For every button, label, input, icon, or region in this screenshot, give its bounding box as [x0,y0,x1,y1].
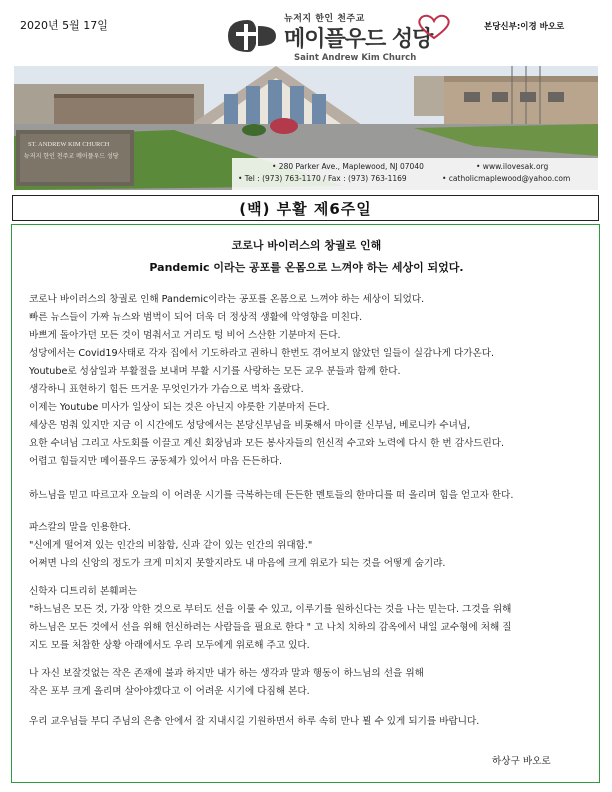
paragraph-line: 이제는 Youtube 미사가 일상이 되는 것은 아닌지 야릇한 기분마저 든다. [29,402,330,413]
sign-title: ST. ANDREW KIM CHURCH [28,141,110,148]
paragraph-line: 지도 모를 처참한 상황 아래에서도 우리 모두에게 위로해 주고 있다. [29,640,310,651]
paragraph-line: 신학자 디트리히 본훼퍼는 [29,586,138,597]
paragraph-line: "하느님은 모든 것, 가장 악한 것으로 부터도 선을 이룰 수 있고, 이루기를 원하신다는 것을 나는 믿는다. 그것을 위해 [29,604,512,615]
paragraph-line: 코로나 바이러스의 창궐로 인해 Pandemic이라는 공포를 온몸으로 느껴야 하는 세상이 되었다. [29,294,425,305]
address-text: • 280 Parker Ave., Maplewood, NJ 07040 [272,162,424,171]
paragraph-line: "신에게 떨어져 있는 인간의 비참함, 신과 같이 있는 인간의 위대함." [29,540,313,551]
paragraph-line: 어렵고 힘들지만 메이플우드 공동체가 있어서 마음 든든하다. [29,456,283,467]
sign-subtitle: 뉴저지 한인 천주교 메이플우드 성당 [24,153,119,160]
sunday-title: (백) 부활 제6주일 [239,199,372,218]
newsletter-date: 2020년 5월 17일 [20,19,108,32]
contact-info [232,158,598,190]
article-heading-line1: 코로나 바이러스의 창궐로 인해 [231,239,382,252]
church-cross-icon [224,16,280,56]
paragraph-line: 작은 포부 크게 올리며 살아야겠다고 이 어려운 시기에 다짐해 본다. [29,686,310,697]
paragraph-line: 바쁘게 돌아가던 모든 것이 멈춰서고 거리도 텅 비어 스산한 기분마저 든다. [29,330,341,341]
paragraph-line: Youtube로 성삼일과 부활절을 보내며 부활 시기를 사랑하는 모든 교우 분들과 함께 한다. [29,366,401,377]
email-link[interactable]: • catholicmaplewood@yahoo.com [442,174,571,183]
paragraph-line: 세상은 멈춰 있지만 지금 이 시간에도 성당에서는 본당신부님을 비롯해서 마이클 신부님, 베로니카 수녀님, [29,420,471,431]
paragraph-line: 하느님은 모든 것에서 선을 위해 헌신하려는 사람들을 필요로 한다 " 고 나치 치하의 감옥에서 내일 교수형에 처해 질 [29,622,512,633]
phone-fax-text: • Tel : (973) 763-1170 / Fax : (973) 763-1169 [238,174,407,183]
sunday-title-box [12,195,599,221]
heart-icon [414,14,454,40]
paragraph-line: 성당에서는 Covid19사태로 각자 집에서 기도하라고 권하니 한번도 겪어보지 않았던 일들이 실감나게 다가온다. [29,348,495,359]
paragraph-line: 어쩌면 나의 신앙의 정도가 크게 미치지 못할지라도 내 마음에 크게 위로가 되는 것을 어떻게 숨기랴. [29,558,446,569]
paragraph-line: 나 자신 보잘것없는 작은 존재에 불과 하지만 내가 하는 생각과 말과 행동이 하느님의 선을 위해 [29,668,424,679]
paragraph-line: 파스칼의 말을 인용한다. [29,522,131,533]
logo-title: 메이플우드 성당 [284,27,433,52]
paragraph-line: 생각하니 표현하기 힘든 뜨거운 무엇인가가 가슴으로 벅차 올랐다. [29,384,304,395]
author-signature: 하상구 바오로 [492,756,551,767]
paragraph-line: 하느님을 믿고 따르고자 오늘의 이 어려운 시기를 극복하는데 든든한 멘토들의 한마디를 떠 올리며 힘을 얻고자 한다. [29,490,514,501]
article-heading-line2: Pandemic 이라는 공포를 온몸으로 느껴야 하는 세상이 되었다. [149,261,464,274]
logo-subtitle: 뉴저지 한인 천주교 [284,14,365,24]
paragraph-line: 요한 수녀님 그리고 사도회를 이끌고 계신 회장님과 모든 봉사자들의 헌신적 수고와 노력에 다시 한 번 감사드린다. [29,438,505,449]
paragraph-line: 빠른 뉴스들이 가짜 뉴스와 범벅이 되어 더욱 더 정상적 생활에 악영향을 미친다. [29,312,363,323]
logo-english-name: Saint Andrew Kim Church [294,53,417,63]
website-link[interactable]: • www.ilovesak.org [476,162,549,171]
pastor-name: 본당신부:이경 바오로 [484,22,565,32]
paragraph-line: 우리 교우님들 부디 주님의 은총 안에서 잘 지내시길 기원하면서 하루 속히 만나 뵐 수 있게 되기를 바랍니다. [29,716,480,727]
article-box [11,224,600,783]
